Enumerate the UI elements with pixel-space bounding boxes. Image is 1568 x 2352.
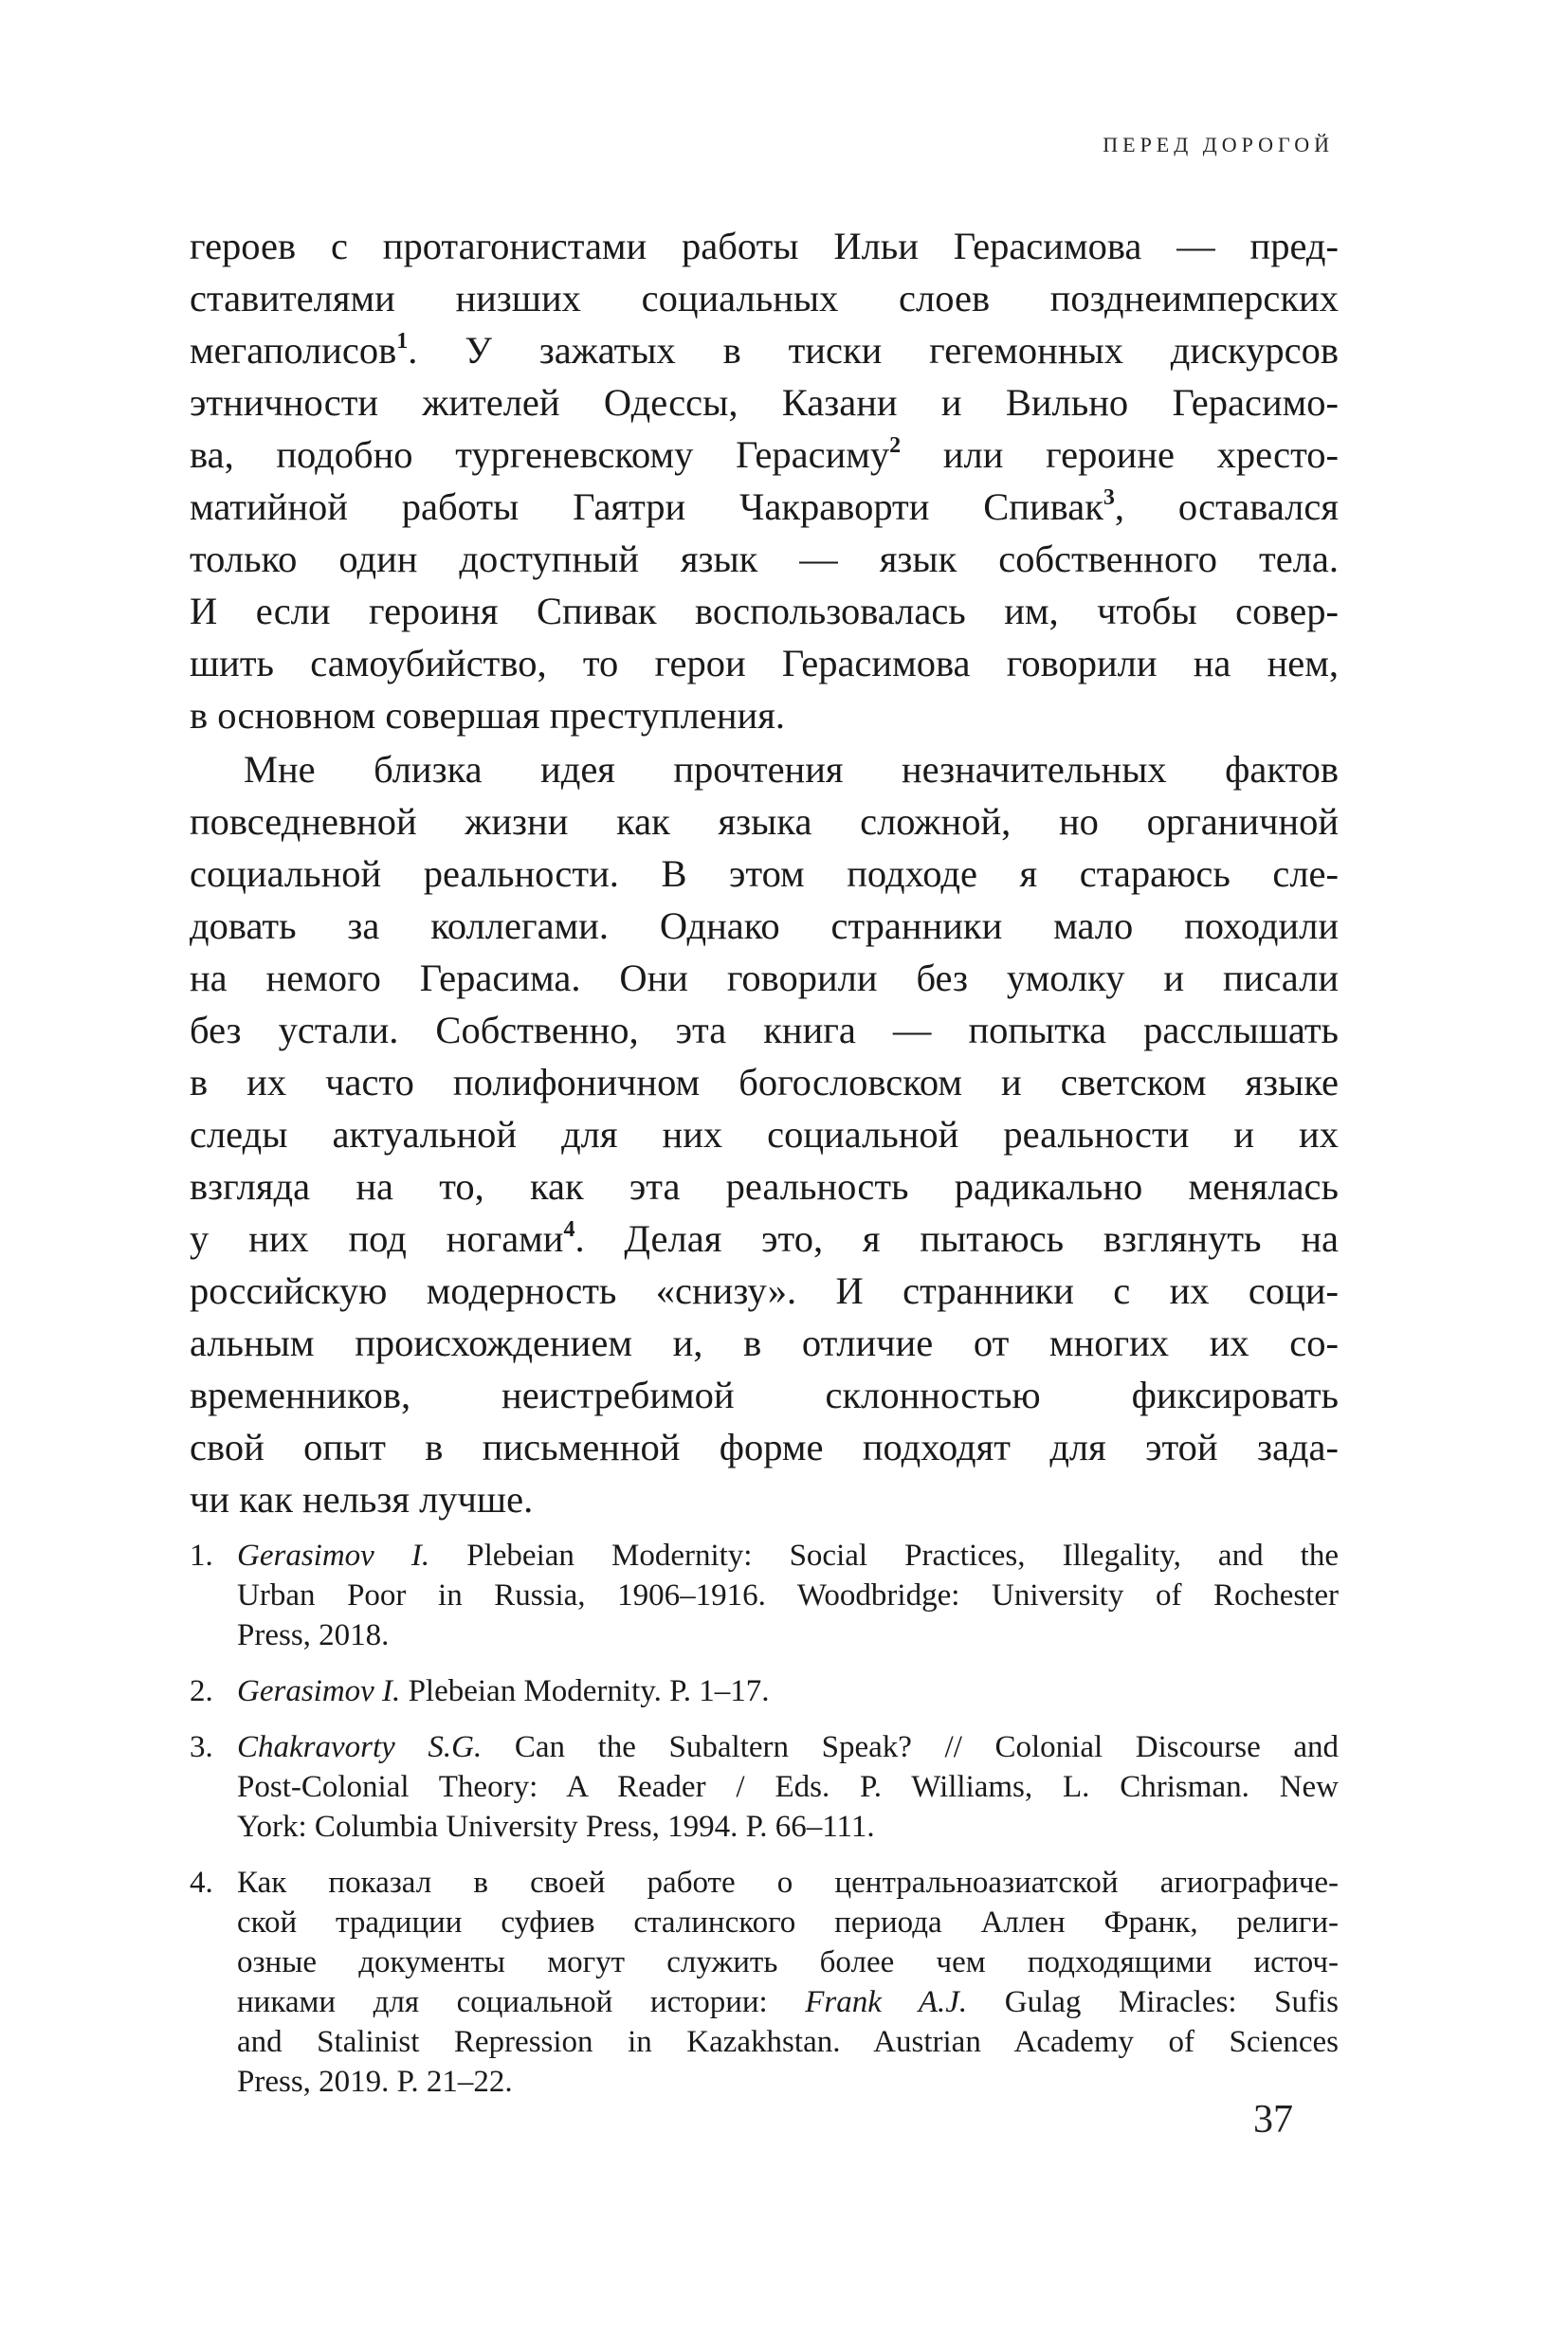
footnote-line: [237, 2062, 1339, 2102]
text-line: [190, 1212, 1339, 1265]
footnote-text: Press, 2018.: [237, 1618, 390, 1652]
text-segment: Мне близка идея прочтения незначительных фактов: [244, 748, 1339, 791]
footnote-line: [237, 1807, 1339, 1847]
footnote-text: никами для социальной истории:: [237, 1985, 806, 2019]
text-line: [190, 637, 1339, 689]
text-segment: у них под ногами: [190, 1217, 564, 1260]
footnote-line: [237, 1982, 1339, 2022]
text-line: [190, 481, 1339, 533]
text-segment: временников, неистребимой склонностью фиксировать: [190, 1374, 1339, 1416]
footnote-4: [190, 1863, 1339, 2102]
text-line: [190, 1108, 1339, 1160]
text-segment: ва, подобно тургеневскому Герасиму: [190, 433, 890, 476]
text-segment: чи как нельзя лучше.: [190, 1478, 534, 1521]
footnote-text: Press, 2019. P. 21–22.: [237, 2065, 513, 2099]
text-segment: или героине хресто-: [901, 433, 1340, 476]
text-line: [190, 1265, 1339, 1317]
text-line: [190, 743, 1339, 795]
text-segment: только один доступный язык — язык собственного тела.: [190, 538, 1339, 580]
footnote-ref[interactable]: 3: [1103, 485, 1115, 510]
footnote-line: [237, 1536, 1339, 1576]
text-segment: этничности жителей Одессы, Казани и Вильно Герасимо-: [190, 381, 1339, 424]
text-segment: в основном совершая преступления.: [190, 694, 785, 737]
footnote-line: [237, 1903, 1339, 1942]
footnote-line: [237, 1863, 1339, 1903]
text-segment: , оставался: [1114, 485, 1340, 528]
text-line: [190, 795, 1339, 848]
text-segment: . Делая это, я пытаюсь взглянуть на: [574, 1217, 1339, 1260]
footnote-text: York: Columbia University Press, 1994. P. 66–111.: [237, 1810, 875, 1844]
paragraph-2: [190, 743, 1339, 1525]
text-line: [190, 1369, 1339, 1421]
author-name: Frank A.J.: [805, 1985, 968, 2019]
text-line: [190, 1473, 1339, 1525]
footnote-text: Urban Poor in Russia, 1906–1916. Woodbridge: University of Rochester: [237, 1578, 1339, 1613]
text-line: [190, 1421, 1339, 1473]
text-segment: альным происхождением и, в отличие от многих их со-: [190, 1322, 1339, 1364]
text-segment: в их часто полифоничном богословском и светском языке: [190, 1061, 1339, 1103]
text-segment: повседневной жизни как языка сложной, но органичной: [190, 800, 1339, 843]
author-name: Gerasimov I.: [237, 1674, 401, 1708]
text-segment: шить самоубийство, то герои Герасимова говорили на нем,: [190, 642, 1339, 684]
text-segment: . У зажатых в тиски гегемонных дискурсов: [408, 329, 1339, 372]
author-name: Chakravorty S.G.: [237, 1730, 483, 1764]
footnote-text: ской традиции суфиев сталинского периода Аллен Франк, религи-: [237, 1905, 1339, 1940]
footnote-text: Plebeian Modernity. P. 1–17.: [400, 1674, 770, 1708]
footnotes: [190, 1536, 1339, 2118]
footnote-3: [190, 1727, 1339, 1847]
text-line: [190, 848, 1339, 900]
text-line: [190, 428, 1339, 481]
text-segment: следы актуальной для них социальной реальности и их: [190, 1113, 1339, 1156]
footnote-text: Post-Colonial Theory: A Reader / Eds. P. Williams, L. Chrisman. New: [237, 1770, 1339, 1804]
footnote-ref[interactable]: 4: [563, 1217, 575, 1242]
footnote-ref[interactable]: 2: [889, 433, 902, 458]
footnote-text: Plebeian Modernity: Social Practices, Illegality, and the: [429, 1539, 1339, 1573]
text-line: [190, 900, 1339, 952]
text-line: [190, 272, 1339, 324]
text-segment: И если героиня Спивак воспользовалась им, чтобы совер-: [190, 590, 1339, 632]
footnote-number: 4.: [190, 1866, 213, 1900]
footnote-text: and Stalinist Repression in Kazakhstan. Austrian Academy of Sciences: [237, 2025, 1339, 2059]
text-segment: матийной работы Гаятри Чакраворти Спивак: [190, 485, 1103, 528]
text-segment: довать за коллегами. Однако странники мало походили: [190, 904, 1339, 947]
text-line: [190, 952, 1339, 1004]
text-line: [190, 220, 1339, 272]
text-line: [190, 1317, 1339, 1369]
text-segment: героев с протагонистами работы Ильи Герасимова — пред-: [190, 225, 1339, 267]
text-line: [190, 689, 1339, 741]
page-number: 37: [1253, 2098, 1293, 2142]
footnote-line: [237, 1671, 1339, 1711]
text-line: [190, 1160, 1339, 1212]
text-segment: без устали. Собственно, эта книга — попытка расслышать: [190, 1009, 1339, 1051]
text-segment: российскую модерность «снизу». И странники с их соци-: [190, 1269, 1339, 1312]
footnote-line: [237, 2022, 1339, 2062]
text-line: [190, 376, 1339, 428]
author-name: Gerasimov I.: [237, 1539, 430, 1573]
text-segment: взгляда на то, как эта реальность радикально менялась: [190, 1165, 1339, 1208]
footnote-line: [237, 1727, 1339, 1767]
text-segment: свой опыт в письменной форме подходят для этой зада-: [190, 1426, 1339, 1468]
footnote-number: 2.: [190, 1674, 213, 1708]
footnote-text: Gulag Miracles: Sufis: [967, 1985, 1339, 2019]
text-line: [190, 585, 1339, 637]
footnote-1: [190, 1536, 1339, 1655]
text-line: [190, 533, 1339, 585]
paragraph-1: [190, 220, 1339, 741]
footnote-ref[interactable]: 1: [396, 329, 409, 354]
footnote-line: [237, 1615, 1339, 1655]
footnote-2: [190, 1671, 1339, 1711]
footnote-line: [237, 1767, 1339, 1807]
text-segment: на немого Герасима. Они говорили без умолку и писали: [190, 957, 1339, 999]
text-line: [190, 324, 1339, 376]
text-segment: социальной реальности. В этом подходе я стараюсь сле-: [190, 852, 1339, 895]
footnote-number: 3.: [190, 1730, 213, 1764]
running-head: ПЕРЕД ДОРОГОЙ: [1103, 133, 1334, 156]
footnote-text: Can the Subaltern Speak? // Colonial Discourse and: [482, 1730, 1339, 1764]
footnote-line: [237, 1942, 1339, 1982]
text-line: [190, 1004, 1339, 1056]
text-segment: ставителями низших социальных слоев позднеимперских: [190, 277, 1339, 319]
body-text: [190, 220, 1339, 1525]
footnote-text: озные документы могут служить более чем подходящими источ-: [237, 1945, 1339, 1979]
text-line: [190, 1056, 1339, 1108]
footnote-text: Как показал в своей работе о центральноазиатской агиографиче-: [237, 1866, 1339, 1900]
footnote-line: [237, 1576, 1339, 1615]
footnote-number: 1.: [190, 1539, 213, 1573]
text-segment: мегаполисов: [190, 329, 397, 372]
